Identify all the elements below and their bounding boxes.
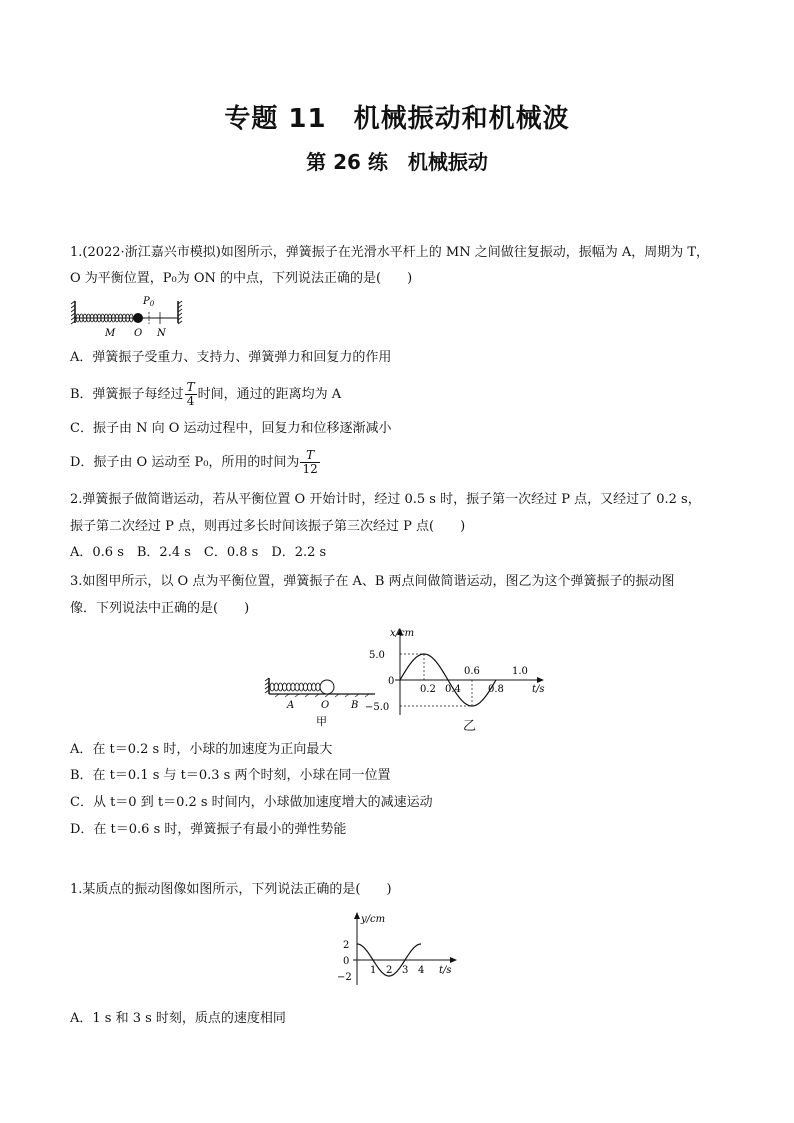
q3-stem-line2: 像．下列说法中正确的是( ) (70, 601, 250, 616)
q4-stem: 1.某质点的振动图像如图所示，下列说法正确的是( ) (70, 882, 392, 897)
ball (133, 313, 143, 323)
q2-options: A．0.6 s B．2.4 s C．0.8 s D．2.2 s (70, 545, 327, 560)
q3-figure-jia (265, 670, 380, 732)
q3-figure-yi-caption: 乙 (463, 719, 477, 734)
o-label: O (321, 700, 330, 711)
q4-vibration-chart (335, 910, 465, 990)
q1-option-d (70, 448, 321, 478)
q1-spring-figure (70, 293, 190, 341)
x-tick-label-0.8: 0.8 (488, 684, 504, 695)
q3-option-a: A．在 t＝0.2 s 时，小球的加速度为正向最大 (70, 742, 333, 757)
q1-option-c: C．振子由 N 向 O 运动过程中，回复力和位移逐渐减小 (70, 421, 392, 436)
x-tick-label-1.0: 1.0 (512, 666, 528, 677)
q3-stem-line1: 3.如图甲所示，以 O 点为平衡位置，弹簧振子在 A、B 两点间做简谐运动，图乙为这个弹簧振子的振动图 (70, 574, 675, 589)
x-tick-label-2: 2 (386, 965, 393, 976)
x-axis-label: t/s (439, 965, 452, 976)
fraction-numerator: T (186, 380, 195, 394)
p0-label: $P_0$ (143, 296, 155, 308)
q4-option-a: A．1 s 和 3 s 时刻，质点的速度相同 (70, 1011, 286, 1026)
x-axis-label: t/s (532, 684, 545, 695)
figure-caption: 甲 (316, 715, 327, 728)
q1-stem-line2: O 为平衡位置，P₀为 ON 的中点，下列说法正确的是( ) (70, 271, 413, 286)
y-tick-label-bottom: −5.0 (365, 702, 390, 713)
o-label: O (134, 328, 143, 339)
fraction-numerator: T (306, 448, 315, 462)
q3-option-d: D．在 t＝0.6 s 时，弹簧振子有最小的弹性势能 (70, 822, 347, 837)
page-title: 专题 11 机械振动和机械波 (224, 104, 570, 134)
q2-stem-line2: 振子第二次经过 P 点，则再过多长时间该振子第三次经过 P 点( ) (70, 519, 466, 534)
y-axis-arrow (354, 912, 360, 919)
q1-option-b (70, 380, 341, 410)
x-tick-label-0.4: 0.4 (445, 684, 461, 695)
fraction-denominator: 4 (186, 394, 195, 408)
y-tick-label-top: 2 (343, 940, 350, 951)
x-tick-label-1: 1 (370, 965, 377, 976)
q3-option-b: B．在 t＝0.1 s 与 t＝0.3 s 两个时刻，小球在同一位置 (70, 768, 391, 783)
page-subtitle: 第 26 练 机械振动 (306, 150, 488, 174)
x-tick-label-0.6: 0.6 (464, 666, 480, 677)
q1-option-d-fraction (300, 449, 319, 476)
q3-figure-yi-chart (365, 622, 545, 732)
y-tick-label-bottom: −2 (337, 972, 352, 983)
y-tick-label-top: 5.0 (369, 650, 385, 661)
spring (270, 683, 320, 691)
q1-option-b-text-end: 时间，通过的距离均为 A (197, 387, 342, 402)
q1-option-b-text: B．弹簧振子每经过 (70, 387, 184, 402)
y-axis-label: y/cm (361, 914, 386, 925)
b-label: B (351, 700, 359, 711)
q2-stem-line1: 2.弹簧振子做简谐运动，若从平衡位置 O 开始计时，经过 0.5 s 时，振子第一次经过 P 点，又经过了 0.2 s， (70, 492, 701, 507)
a-label: A (287, 700, 295, 711)
q1-option-a: A．弹簧振子受重力、支持力、弹簧弹力和回复力的作用 (70, 350, 392, 365)
x-tick-label-3: 3 (402, 965, 409, 976)
y-tick-label-zero: 0 (343, 956, 350, 967)
q1-option-b-fraction (185, 381, 197, 408)
q3-option-c: C．从 t＝0 到 t＝0.2 s 时间内，小球做加速度增大的减速运动 (70, 795, 433, 810)
y-axis-label: x/cm (390, 628, 415, 639)
n-label: N (157, 328, 166, 339)
x-tick-label-4: 4 (418, 965, 425, 976)
fraction-denominator: 12 (302, 462, 318, 476)
x-axis-arrow (537, 677, 544, 683)
x-tick-label-0.2: 0.2 (420, 684, 436, 695)
m-label: M (105, 328, 116, 339)
q1-stem-line1: 1.(2022·浙江嘉兴市模拟)如图所示，弹簧振子在光滑水平杆上的 MN 之间做往复振动，振幅为 A，周期为 T， (70, 245, 710, 260)
ball (320, 680, 334, 694)
q1-option-d-text: D．振子由 O 运动至 P₀，所用的时间为 (70, 455, 300, 470)
origin-label: 0 (388, 676, 395, 687)
x-axis-arrow (450, 957, 457, 963)
